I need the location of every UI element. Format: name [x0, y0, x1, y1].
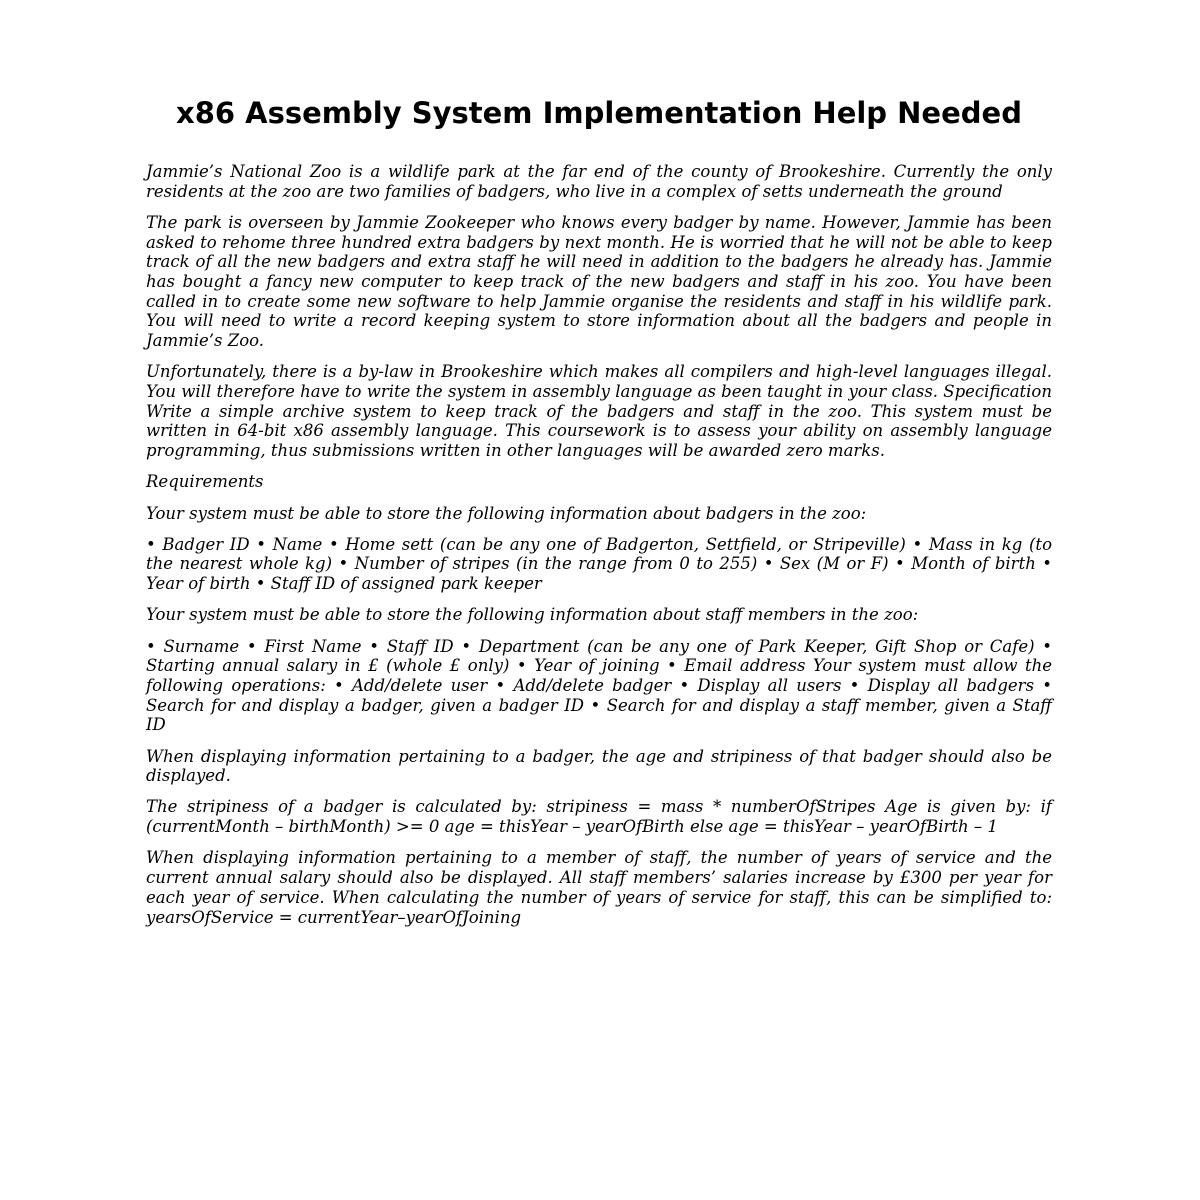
section-heading-requirements: Requirements	[146, 472, 264, 492]
paragraph-staff-fields-operations: • Surname • First Name • Staff ID • Department (can be any one of Park Keeper, Gift Shop or Cafe) • Starting annual salary in £ (whole £ only) • Year of joining • Email address Your system must allow the following operations: • Add/delete user • Add/delete badger • Display all users • Display all badgers • Search for and display a badger, given a badger ID • Search for and display a staff member, given a Staff ID	[146, 636, 1052, 735]
paragraph-intro: Jammie’s National Zoo is a wildlife park at the far end of the county of Brookeshire. Currently the only residents at the zoo are two families of badgers, who live in a complex of setts underneath the ground	[146, 162, 1052, 201]
document-page	[146, 98, 1052, 939]
document-title: x86 Assembly System Implementation Help Needed	[176, 96, 1022, 130]
paragraph-stripiness-age-formula: The stripiness of a badger is calculated by: stripiness = mass * numberOfStripes Age is given by: if (currentMonth – birthMonth) >= 0 age = thisYear – yearOfBirth else age = thisYear – yearOfBirth – 1	[146, 797, 1052, 837]
paragraph-specification: Unfortunately, there is a by-law in Brookeshire which makes all compilers and high-level languages illegal. You will therefore have to write the system in assembly language as been taught in your class. Specification Write a simple archive system to keep track of the badgers and staff in the zoo. This system must be written in 64-bit x86 assembly language. This coursework is to assess your ability on assembly language programming, thus submissions written in other languages will be awarded zero marks.	[146, 362, 1052, 461]
paragraph-staff-service-formula: When displaying information pertaining to a member of staff, the number of years of service and the current annual salary should also be displayed. All staff members’ salaries increase by £300 per year for each year of service. When calculating the number of years of service for staff, this can be simplified to: yearsOfService = currentYear–yearOfJoining	[146, 848, 1052, 927]
paragraph-badger-display: When displaying information pertaining to a badger, the age and stripiness of that badger should also be displayed.	[146, 746, 1052, 786]
paragraph-background: The park is overseen by Jammie Zookeeper who knows every badger by name. However, Jammie has been asked to rehome three hundred extra badgers by next month. He is worried that he will not be able to keep track of all the new badgers and extra staff he will need in addition to the badgers he already has. Jammie has bought a fancy new computer to keep track of the new badgers and staff in his zoo. You have been called in to create some new software to help Jammie organise the residents and staff in his wildlife park. You will need to write a record keeping system to store information about all the badgers and people in Jammie’s Zoo.	[146, 212, 1052, 351]
paragraph-badger-info-intro: Your system must be able to store the following information about badgers in the zoo:	[146, 503, 867, 523]
paragraph-badger-fields: • Badger ID • Name • Home sett (can be any one of Badgerton, Settfield, or Stripeville) • Mass in kg (to the nearest whole kg) • Number of stripes (in the range from 0 to 255) • Sex (M or F) • Month of birth • Year of birth • Staff ID of assigned park keeper	[146, 534, 1052, 594]
paragraph-staff-info-intro: Your system must be able to store the following information about staff members in the zoo:	[146, 605, 919, 625]
